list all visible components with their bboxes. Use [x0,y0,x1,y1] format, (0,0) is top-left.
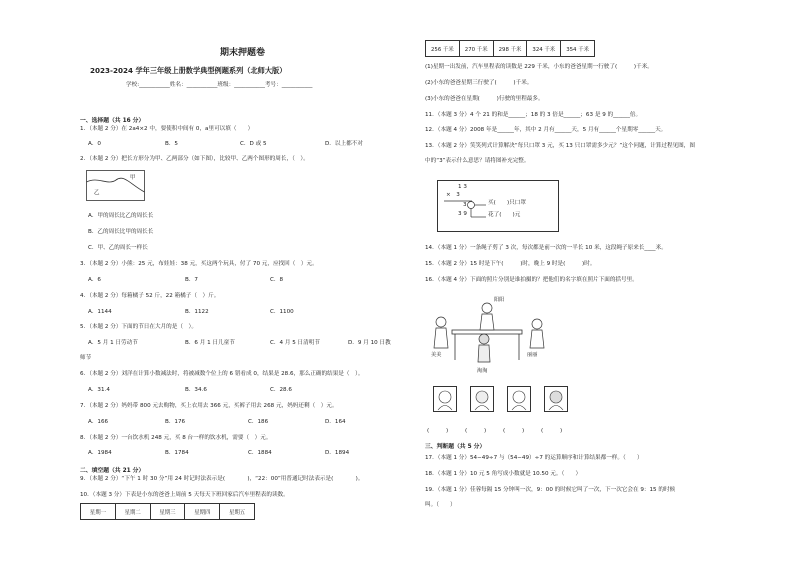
page-subtitle: 2023-2024 学年三年级上册数学典型例题系列（北师大版） [90,66,287,75]
label-jia: 甲 [130,175,136,181]
q1-option-a: A．0 [88,141,101,147]
photo-blank-1: ( ) [427,428,449,434]
weekday-cell: 星期四 [185,504,220,520]
question-10-2: (2)小东的爸爸星期三行驶了( )千米。 [425,80,533,86]
photo-blank-3: ( ) [503,428,525,434]
photo-2 [470,386,494,412]
photo-blank-4: ( ) [541,428,563,434]
calc-note-cost: 花了( )元 [488,212,521,218]
name-lili: 丽丽 [527,352,538,358]
odometer-cell: 270 千米 [459,41,493,57]
name-yangyang: 阳阳 [494,297,505,303]
question-6: 6．（本题 2 分）刘洋在计算小数减法时，将被减数个位上的 6 错看成 0，结果是 28.6，那么正确的结果是（ ）。 [80,371,364,377]
q8-option-a: A．1984 [88,450,112,456]
odometer-cell: 324 千米 [527,41,561,57]
q4-option-c: C．1100 [270,309,294,315]
question-3: 3．（本题 2 分）小熊：25 元，布娃娃：38 元，买这两个玩具，付了 70 元，应找回（ ）元。 [80,261,318,267]
odometer-table [425,40,595,57]
question-12: 12．（本题 4 分）2008 年是______年，其中 2 月有______天，5 月有______个星期零______天。 [425,127,667,133]
name-meimei: 美美 [431,352,442,358]
calc-arrow [464,189,504,229]
q5-option-c: C．4 月 5 日清明节 [270,340,320,346]
q4-option-b: B．1122 [185,309,209,315]
odometer-cell: 354 千米 [561,41,595,57]
multiplication-figure [437,180,559,232]
weekday-cell: 星期三 [150,504,185,520]
question-11: 11．（本题 3 分）4 个 21 的和是______；18 的 3 倍是______；63 是 9 的______倍。 [425,112,642,118]
q5-option-d-wrap: 师节 [80,355,92,361]
question-13-line1: 13．（本题 2 分）笑笑列式计算解决“每只口罩 3 元，买 13 只口罩需多少元？”这个问题，计算过程见图，图 [425,143,695,149]
section-fill-heading: 二、填空题（共 21 分） [80,468,145,474]
q7-option-b: B．176 [165,419,186,425]
q8-option-d: D．1894 [325,450,350,456]
table-scene-illustration [427,292,557,374]
q5-option-d: D．9 月 10 日教 [348,340,391,346]
label-yi: 乙 [94,190,100,196]
question-14: 14．（本题 1 分）一条绳子剪了 3 次，每次都是前一次的一半长 10 米，这段绳子原来长____米。 [425,245,667,251]
question-1: 1．（本题 2 分）在 2a4×2 中，要使积中间有 0，a里可以填（ ） [80,126,254,132]
q2-option-c: C．甲、乙的周长一样长 [88,245,148,251]
photo-blank-2: ( ) [465,428,487,434]
section-judge-heading: 三、判断题（共 5 分） [425,444,486,450]
q1-option-d: D．以上都不对 [325,141,363,147]
q6-option-c: C．28.6 [270,387,292,393]
q3-option-c: C．8 [270,277,284,283]
question-9: 9．（本题 2 分）“下午 1 时 30 分”用 24 时记时法表示是( )，“22：00”用普通记时法表示是( )。 [80,476,364,482]
q7-option-c: C．186 [248,419,269,425]
q2-rectangle-figure [86,170,146,202]
name-taotao: 淘淘 [477,368,488,374]
q6-option-b: B．34.6 [185,387,207,393]
question-4: 4．（本题 2 分）每箱橘子 52 斤，22 箱橘子（ ）斤。 [80,293,220,299]
question-18: 18．（本题 1 分）10 元 5 角写成小数就是 10.50 元。（ ） [425,471,582,477]
question-19-line2: 叫。（ ） [425,502,456,508]
q3-option-a: A．6 [88,277,101,283]
weekday-cell: 星期五 [220,504,255,520]
question-17: 17．（本题 1 分）54−49÷7 与（54−49）÷7 的运算顺序和计算结果都一样。（ ） [425,455,643,461]
calc-multiplier: × 3 [446,192,460,198]
q1-option-c: C．D 或 5 [240,141,267,147]
question-7: 7．（本题 2 分）妈妈带 800 元去购物，买上衣用去 366 元，买裤子用去 268 元，妈妈还剩（ ）元。 [80,403,338,409]
q6-option-a: A．31.4 [88,387,110,393]
section-choice-heading: 一、选择题（共 16 分） [80,118,145,124]
question-10: 10．（本题 3 分）下表是小东的爸爸上周前 5 天每天下班回家后汽车里程表的读数。 [80,492,289,498]
question-10-3: (3)小东的爸爸在星期( )行驶的里程最多。 [425,96,544,102]
odometer-cell: 298 千米 [493,41,527,57]
q1-option-b: B．5 [165,141,178,147]
q5-option-a: A．5 月 1 日劳动节 [88,340,138,346]
q7-option-d: D．164 [325,419,346,425]
odometer-cell: 256 千米 [426,41,460,57]
question-5: 5．（本题 2 分）下面的节日在大月的是（ ）。 [80,324,197,330]
weekday-cell: 星期二 [115,504,150,520]
q2-option-a: A．甲的周长比乙的周长长 [88,213,154,219]
q4-option-a: A．1144 [88,309,112,315]
question-10-1: (1)星期一出发前，汽车里程表的读数是 229 千米，小东的爸爸星期一行驶了( )千米。 [425,64,653,70]
question-13-line2: 中的“3”表示什么意思？请将图补充完整。 [425,158,530,164]
weekday-cell: 星期一 [81,504,116,520]
photo-3 [507,386,531,412]
page-title: 期末押题卷 [220,48,266,58]
q7-option-a: A．166 [88,419,109,425]
question-19-line1: 19．（本题 1 分）佳蓉每隔 15 分钟叫一次，9：00 的时候它叫了一次，下一次它会在 9：15 的时候 [425,487,676,493]
calc-partial: 3 [463,202,467,208]
question-15: 15．（本题 2 分）15 时是下午( )时，晚上 9 时是( )时。 [425,261,596,267]
question-16: 16．（本题 4 分）下面的照片分别是谁拍摄的？把他们的名字填在照片下面的括号里。 [425,277,638,283]
calc-note-masks: 买( )只口罩 [488,200,526,206]
q5-option-b: B．6 月 1 日儿童节 [185,340,235,346]
q8-option-b: B．1784 [165,450,189,456]
weekday-table [80,503,255,520]
q3-option-b: B．7 [185,277,198,283]
photo-4 [544,386,568,412]
question-2: 2．（本题 2 分）把长方形分为甲、乙两部分（如下图），比较甲、乙两个图形的周长，（ ）。 [80,156,309,162]
photo-1 [433,386,457,412]
student-info-line: 学校:___________姓名：___________班级：___________考号：___________ [126,82,313,88]
calc-top: 1 3 [458,184,467,190]
q2-option-b: B．乙的周长比甲的周长长 [88,229,154,235]
question-8: 8．（本题 2 分）一台饮水机 248 元，买 8 台一样的饮水机，需要（ ）元。 [80,435,272,441]
calc-result: 3 9 [458,211,467,217]
q8-option-c: C．1884 [248,450,272,456]
